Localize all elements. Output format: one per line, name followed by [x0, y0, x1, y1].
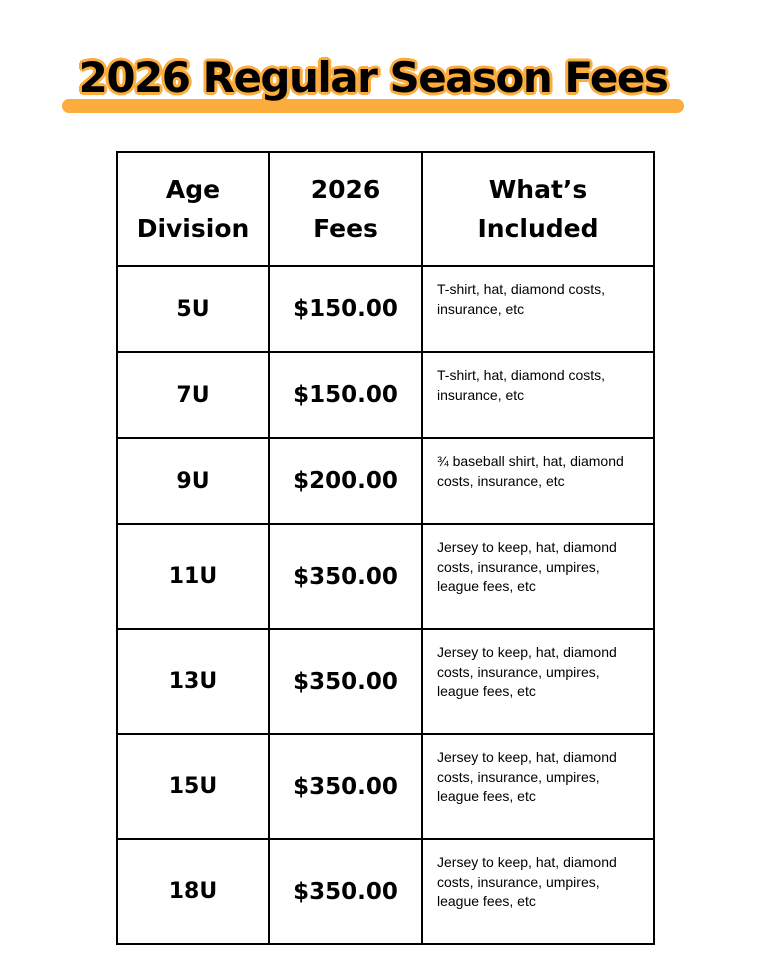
division-cell: 9U	[117, 438, 269, 524]
header-fees	[269, 152, 422, 266]
table-row	[117, 629, 654, 734]
header-included	[422, 152, 654, 266]
division-cell: 11U	[117, 524, 269, 629]
table-row	[117, 438, 654, 524]
fee-cell: $150.00	[269, 266, 422, 352]
included-cell: Jersey to keep, hat, diamond costs, insurance, umpires, league fees, etc	[422, 524, 654, 629]
included-cell: T-shirt, hat, diamond costs, insurance, etc	[422, 266, 654, 352]
header-fees-line-1: 2026	[310, 175, 381, 204]
included-cell: ¾ baseball shirt, hat, diamond costs, insurance, etc	[422, 438, 654, 524]
header-age-division-line-1: Age	[165, 175, 221, 204]
table-header-row	[117, 152, 654, 266]
fees-table	[116, 151, 655, 945]
included-cell: Jersey to keep, hat, diamond costs, insurance, umpires, league fees, etc	[422, 734, 654, 839]
table-row	[117, 352, 654, 438]
division-cell: 13U	[117, 629, 269, 734]
fee-cell: $150.00	[269, 352, 422, 438]
included-cell: Jersey to keep, hat, diamond costs, insurance, umpires, league fees, etc	[422, 839, 654, 944]
included-cell: T-shirt, hat, diamond costs, insurance, etc	[422, 352, 654, 438]
table-row	[117, 266, 654, 352]
fee-cell: $350.00	[269, 734, 422, 839]
fee-cell: $350.00	[269, 629, 422, 734]
header-age-division-line-2: Division	[136, 214, 250, 243]
page-title: 2026 Regular Season Fees	[78, 53, 668, 102]
fee-cell: $200.00	[269, 438, 422, 524]
included-cell: Jersey to keep, hat, diamond costs, insurance, umpires, league fees, etc	[422, 629, 654, 734]
title-block	[62, 46, 684, 118]
division-cell: 7U	[117, 352, 269, 438]
table-row	[117, 839, 654, 944]
header-included-line-1: What’s	[488, 175, 588, 204]
header-fees-line-2: Fees	[313, 214, 378, 243]
fee-cell: $350.00	[269, 524, 422, 629]
table-row	[117, 734, 654, 839]
division-cell: 5U	[117, 266, 269, 352]
table-row	[117, 524, 654, 629]
division-cell: 18U	[117, 839, 269, 944]
division-cell: 15U	[117, 734, 269, 839]
fee-cell: $350.00	[269, 839, 422, 944]
header-age-division	[117, 152, 269, 266]
header-included-line-2: Included	[477, 214, 599, 243]
